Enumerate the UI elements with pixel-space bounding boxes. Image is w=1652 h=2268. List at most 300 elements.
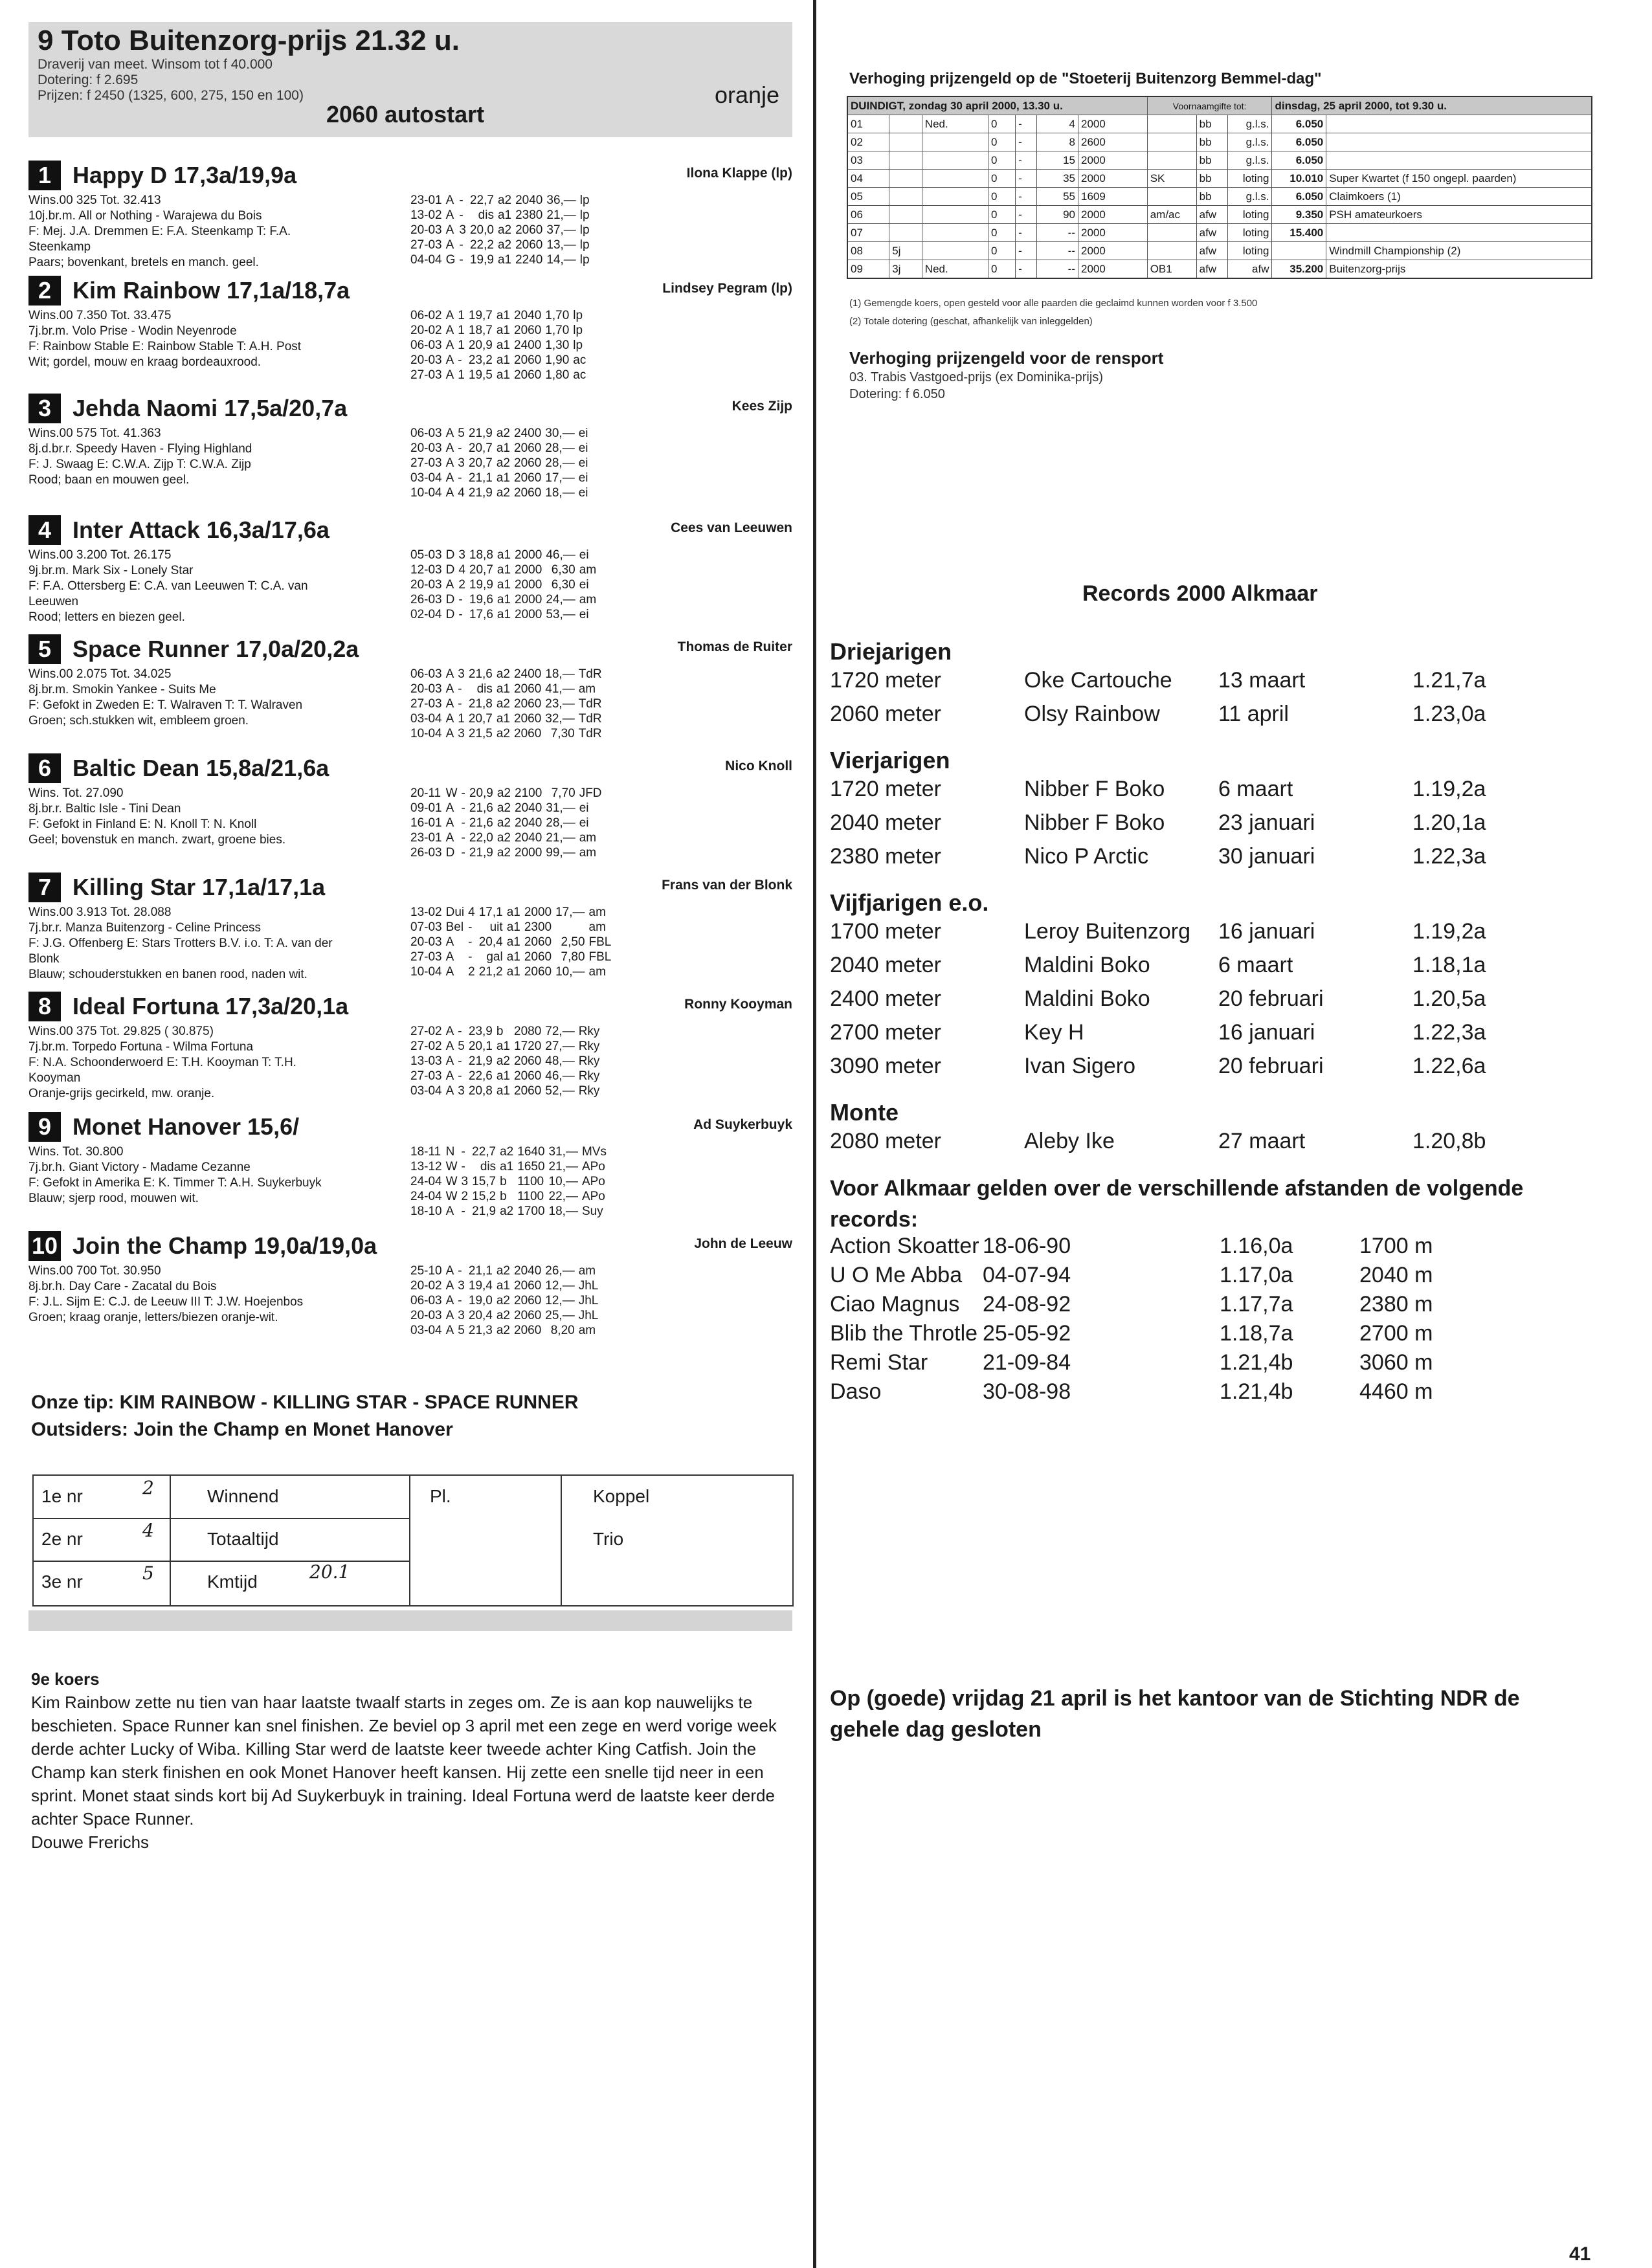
alkmaar-record-row — [830, 1321, 1433, 1350]
alkmaar-record-cell: 1.21,4b — [1220, 1350, 1293, 1375]
performance-cell: APo — [581, 1175, 605, 1188]
performance-cell: 4 — [458, 486, 465, 500]
performance-cell: 21,6 — [469, 816, 493, 830]
performance-cell: ei — [578, 427, 588, 440]
performance-cell: 13-12 — [410, 1160, 442, 1173]
horse-info-line: 8j.br.r. Baltic Isle - Tini Dean — [28, 802, 181, 816]
performance-cell: 2080 — [514, 1025, 542, 1038]
performance-cell: a1 — [506, 965, 520, 979]
prize-cell: 09 — [847, 260, 889, 279]
performance-cell: 10,— — [555, 965, 585, 979]
prize-cell: afw — [1196, 260, 1228, 279]
performance-cell: 2060 — [514, 353, 542, 367]
horse-info-line: Wins.00 2.075 Tot. 34.025 — [28, 667, 172, 681]
performance-cell: 1,70 — [545, 309, 570, 322]
performance-table — [410, 1024, 603, 1098]
horse-info-line: Wins. Tot. 30.800 — [28, 1145, 124, 1159]
performance-cell: 2060 — [514, 1324, 542, 1337]
performance-cell: - — [458, 1264, 462, 1278]
performance-cell: 19,6 — [469, 593, 493, 606]
performance-cell: 2 — [461, 1190, 469, 1203]
performance-cell: 5 — [458, 427, 465, 440]
performance-cell: 2000 — [515, 563, 542, 577]
performance-cell: 2380 — [515, 208, 543, 222]
performance-cell: 2040 — [514, 309, 542, 322]
record-row — [830, 1129, 1486, 1157]
performance-cell: 28,— — [545, 441, 575, 455]
horse-number: 9 — [28, 1112, 61, 1142]
office-closed-notice: Op (goede) vrijdag 21 april is het kantoor van de Stichting NDR de gehele dag gesloten — [830, 1686, 1520, 1742]
performance-cell: 23,2 — [468, 353, 493, 367]
performance-cell: dis — [478, 208, 494, 222]
horse-info-line: Rood; letters en biezen geel. — [28, 610, 185, 624]
performance-cell: 20-03 — [410, 353, 442, 367]
alkmaar-record-row — [830, 1350, 1433, 1379]
horse-info-line: 8j.br.m. Smokin Yankee - Suits Me — [28, 683, 216, 696]
performance-cell: 2 — [468, 965, 475, 979]
performance-cell: 17,6 — [469, 608, 493, 621]
performance-cell: A — [445, 238, 454, 252]
performance-cell: 18-11 — [410, 1145, 441, 1159]
performance-cell: 3 — [458, 1084, 465, 1098]
performance-cell: 12-03 — [410, 563, 442, 577]
performance-cell: A — [445, 801, 454, 815]
performance-cell: 20-03 — [410, 935, 442, 949]
horse-entry — [28, 992, 792, 1121]
race-header — [28, 22, 792, 137]
prize-cell — [1147, 115, 1196, 133]
prize-cell: bb — [1196, 188, 1228, 206]
performance-cell: a1 — [496, 339, 510, 352]
performance-cell: 10-04 — [410, 727, 442, 740]
record-cell: Maldini Boko — [1024, 986, 1150, 1011]
performance-cell: 46,— — [545, 1069, 575, 1083]
alkmaar-record-cell: 25-05-92 — [983, 1321, 1071, 1346]
performance-cell: dis — [476, 682, 493, 696]
performance-row — [410, 1308, 602, 1323]
alkmaar-record-row — [830, 1379, 1433, 1408]
performance-cell: 07-03 — [410, 920, 442, 934]
performance-cell: 2060 — [514, 441, 542, 455]
performance-cell: a2 — [497, 816, 511, 830]
performance-cell: - — [459, 253, 463, 267]
performance-cell: 21,2 — [478, 965, 503, 979]
performance-cell: a2 — [496, 456, 510, 470]
record-cell: Nibber F Boko — [1024, 777, 1165, 801]
prize-cell — [922, 242, 988, 260]
prize-cell: 6.050 — [1272, 115, 1326, 133]
prize-cell: 04 — [847, 170, 889, 188]
kmtijd-label: Kmtijd — [207, 1572, 258, 1592]
performance-cell: A — [445, 1264, 454, 1278]
record-cell: 6 maart — [1218, 777, 1293, 801]
horse-info-line: Wins.00 325 Tot. 32.413 — [28, 194, 161, 207]
performance-cell: 18,7 — [468, 324, 493, 337]
performance-cell: - — [461, 1160, 465, 1173]
prize-cell — [889, 206, 922, 224]
performance-cell: 20,8 — [468, 1084, 493, 1098]
performance-cell: 22,7 — [469, 194, 494, 207]
prize-row — [847, 188, 1592, 206]
performance-row — [410, 1054, 603, 1069]
performance-cell: - — [458, 682, 462, 696]
horse-info — [28, 426, 397, 488]
performance-cell: 2060 — [514, 712, 542, 726]
performance-cell: 2060 — [514, 456, 542, 470]
record-row — [830, 1054, 1486, 1082]
prize-cell: OB1 — [1147, 260, 1196, 279]
horse-name: Happy D 17,3a/19,9a — [73, 162, 297, 188]
performance-cell: 1100 — [517, 1190, 544, 1203]
performance-cell: 2060 — [515, 223, 543, 237]
performance-cell: 22,— — [548, 1190, 578, 1203]
performance-cell: 1100 — [517, 1175, 544, 1188]
performance-cell: 2400 — [514, 339, 542, 352]
prize-cell: 0 — [988, 170, 1016, 188]
performance-cell: 1,70 — [545, 324, 570, 337]
race-dotering: Dotering: f 2.695 — [38, 72, 139, 87]
race-color: oranje — [715, 82, 780, 108]
performance-cell: 13,— — [546, 238, 576, 252]
performance-cell: 2040 — [515, 194, 543, 207]
performance-cell: a1 — [497, 208, 512, 222]
horse-name: Inter Attack 16,3a/17,6a — [73, 517, 329, 543]
horse-number: 4 — [28, 515, 61, 545]
performance-cell: APo — [581, 1160, 605, 1173]
performance-cell: 30,— — [545, 427, 575, 440]
record-cell: 2040 meter — [830, 810, 941, 835]
alkmaar-record-row — [830, 1234, 1433, 1262]
performance-row — [410, 1024, 603, 1039]
performance-cell: 6,30 — [551, 578, 575, 592]
performance-cell: 21,9 — [468, 1054, 493, 1068]
performance-row — [410, 696, 606, 711]
performance-cell: - — [461, 801, 465, 815]
performance-cell: 20,9 — [468, 339, 493, 352]
record-cell: 1.20,8b — [1412, 1129, 1486, 1153]
performance-cell: am — [578, 1264, 596, 1278]
horse-info-line: Groen; sch.stukken wit, embleem groen. — [28, 714, 249, 728]
prize-cell: 55 — [1037, 188, 1078, 206]
record-cell: 16 januari — [1218, 1020, 1315, 1045]
prize-cell: - — [1016, 170, 1037, 188]
record-cell: 1.18,1a — [1412, 953, 1486, 977]
record-cell: 1.22,3a — [1412, 844, 1486, 869]
record-cell: 1.19,2a — [1412, 919, 1486, 944]
record-cell: 2060 meter — [830, 702, 941, 726]
horse-info — [28, 193, 397, 271]
performance-cell: 26,— — [545, 1264, 575, 1278]
record-group-label: Vierjarigen — [830, 747, 950, 773]
prize-cell: bb — [1196, 115, 1228, 133]
performance-cell: 2060 — [524, 950, 552, 964]
record-cell: 30 januari — [1218, 844, 1315, 869]
jockey-name: Ronny Kooyman — [684, 997, 792, 1012]
alkmaar-record-cell: 18-06-90 — [983, 1234, 1071, 1258]
performance-cell: A — [445, 194, 454, 207]
prize-note-2: (2) Totale dotering (geschat, afhankelijk van inleggelden) — [849, 316, 1093, 327]
prize-cell: bb — [1196, 151, 1228, 170]
alkmaar-record-cell: Remi Star — [830, 1350, 928, 1375]
performance-cell: 6,30 — [551, 563, 575, 577]
prize-cell: 6.050 — [1272, 151, 1326, 170]
performance-cell: 1640 — [517, 1145, 545, 1159]
horse-info-line: F: J.L. Sijm E: C.J. de Leeuw III T: J.W. Hoejenbos — [28, 1295, 304, 1309]
alkmaar-record-cell: U O Me Abba — [830, 1263, 963, 1287]
performance-cell: - — [461, 846, 465, 860]
performance-cell: a1 — [500, 1160, 514, 1173]
performance-cell: FBL — [588, 935, 612, 949]
prize-cell: 0 — [988, 151, 1016, 170]
performance-cell: 17,— — [555, 906, 585, 919]
record-group-label: Monte — [830, 1099, 899, 1126]
performance-cell: a2 — [497, 194, 512, 207]
performance-cell: - — [461, 816, 465, 830]
performance-cell: uit — [489, 920, 503, 934]
performance-row — [410, 193, 594, 208]
prize-cell: 10.010 — [1272, 170, 1326, 188]
performance-cell: 4 — [458, 563, 465, 577]
performance-table — [410, 1263, 602, 1338]
prize-cell: 0 — [988, 115, 1016, 133]
performance-cell: ei — [578, 456, 588, 470]
prize-row — [847, 242, 1592, 260]
prize-cell — [922, 151, 988, 170]
performance-cell: - — [458, 1054, 462, 1068]
performance-cell: 3 — [458, 1279, 465, 1293]
performance-cell: 05-03 — [410, 548, 442, 562]
performance-cell: a1 — [496, 1084, 510, 1098]
performance-cell: a2 — [496, 667, 510, 681]
performance-cell: 2060 — [524, 965, 552, 979]
prize-cell: 08 — [847, 242, 889, 260]
record-cell: 2380 meter — [830, 844, 941, 869]
performance-cell: 21,1 — [468, 1264, 493, 1278]
jockey-name: Thomas de Ruiter — [677, 639, 792, 654]
horse-entry — [28, 873, 792, 1002]
horse-info-line: Wit; gordel, mouw en kraag bordeauxrood. — [28, 355, 262, 369]
totaaltijd-label: Totaaltijd — [207, 1529, 279, 1549]
performance-cell: A — [445, 1279, 454, 1293]
prize-cell: 0 — [988, 242, 1016, 260]
prize-cell: - — [1016, 206, 1037, 224]
horse-info-line: Oranje-grijs gecirkeld, mw. oranje. — [28, 1087, 215, 1100]
performance-cell: 12,— — [545, 1294, 575, 1307]
performance-cell: A — [445, 1025, 454, 1038]
performance-cell: - — [458, 1069, 462, 1083]
performance-cell: 19,7 — [468, 309, 493, 322]
record-row — [830, 986, 1486, 1015]
performance-row — [410, 1039, 603, 1054]
horse-entry — [28, 1112, 792, 1241]
performance-cell: - — [468, 920, 473, 934]
prize-cell — [889, 151, 922, 170]
performance-cell: A — [445, 1069, 454, 1083]
performance-cell: 37,— — [546, 223, 576, 237]
performance-cell: 20,7 — [468, 456, 493, 470]
performance-cell: 2040 — [515, 801, 542, 815]
performance-cell: 20,4 — [468, 1309, 493, 1322]
performance-cell: W — [445, 1175, 458, 1188]
performance-cell: 22,6 — [468, 1069, 493, 1083]
record-row — [830, 953, 1486, 981]
performance-cell: b — [500, 1175, 507, 1188]
performance-table — [410, 1144, 610, 1219]
performance-cell: lp — [573, 339, 583, 352]
performance-cell: - — [458, 608, 463, 621]
performance-cell: A — [445, 1084, 454, 1098]
record-cell: Nibber F Boko — [1024, 810, 1165, 835]
performance-cell: a1 — [497, 563, 511, 577]
performance-cell: 10,— — [548, 1175, 578, 1188]
analysis-author: Douwe Frerichs — [31, 1832, 150, 1852]
prize-cell — [1326, 224, 1592, 242]
record-cell: 13 maart — [1218, 668, 1306, 693]
third-place-label: 3e nr — [41, 1572, 83, 1592]
performance-cell: 27-02 — [410, 1025, 442, 1038]
performance-cell: 06-03 — [410, 427, 442, 440]
performance-cell: 20-03 — [410, 1309, 442, 1322]
prize-row — [847, 206, 1592, 224]
performance-cell: JFD — [579, 786, 602, 800]
trio-label: Trio — [593, 1529, 624, 1549]
performance-cell: ei — [579, 801, 589, 815]
performance-cell: A — [445, 697, 454, 711]
horse-name: Monet Hanover 15,6/ — [73, 1113, 300, 1140]
performance-cell: A — [445, 471, 454, 485]
prize-cell — [922, 206, 988, 224]
performance-cell: 27,— — [545, 1040, 575, 1053]
performance-cell: lp — [573, 324, 583, 337]
performance-cell: 1720 — [514, 1040, 542, 1053]
prize-cell: 2000 — [1078, 115, 1148, 133]
performance-cell: 03-04 — [410, 712, 442, 726]
horse-info — [28, 786, 397, 848]
record-cell: Ivan Sigero — [1024, 1054, 1135, 1078]
alkmaar-record-cell: 1700 m — [1359, 1234, 1433, 1258]
gray-bar — [28, 1610, 792, 1631]
performance-cell: 2100 — [515, 786, 542, 800]
performance-cell: a1 — [496, 1040, 510, 1053]
prize-cell: 6.050 — [1272, 133, 1326, 151]
performance-cell: 99,— — [546, 846, 575, 860]
performance-cell: 2040 — [515, 831, 542, 845]
column-divider — [813, 0, 816, 2268]
performance-cell: 3 — [458, 727, 465, 740]
record-row — [830, 777, 1486, 805]
performance-cell: lp — [573, 309, 583, 322]
record-cell: 6 maart — [1218, 953, 1293, 977]
record-cell: Leroy Buitenzorg — [1024, 919, 1191, 944]
record-cell: Maldini Boko — [1024, 953, 1150, 977]
prize-cell: 2600 — [1078, 133, 1148, 151]
performance-row — [410, 830, 606, 845]
performance-cell: a1 — [506, 920, 520, 934]
horse-name: Jehda Naomi 17,5a/20,7a — [73, 395, 348, 421]
horse-info-line: Rood; baan en mouwen geel. — [28, 473, 190, 487]
record-cell: 2080 meter — [830, 1129, 941, 1153]
prize-table-header — [847, 96, 1592, 115]
prize-header-mid: Voornaamgifte tot: — [1147, 96, 1272, 115]
performance-cell: 3 — [458, 456, 465, 470]
performance-cell: 22,7 — [472, 1145, 497, 1159]
performance-cell: 20-03 — [410, 223, 442, 237]
prize-cell: 15.400 — [1272, 224, 1326, 242]
prize-row — [847, 133, 1592, 151]
performance-cell: a2 — [496, 697, 510, 711]
performance-row — [410, 1204, 610, 1219]
performance-cell: A — [445, 353, 454, 367]
performance-cell: 72,— — [545, 1025, 575, 1038]
performance-cell: am — [588, 920, 606, 934]
prize-cell: 9.350 — [1272, 206, 1326, 224]
performance-row — [410, 441, 592, 456]
prize-cell — [889, 224, 922, 242]
horse-number: 6 — [28, 753, 61, 783]
performance-cell: 13-02 — [410, 208, 442, 222]
prize-cell — [922, 188, 988, 206]
horse-info-line: 8j.d.br.r. Speedy Haven - Flying Highland — [28, 442, 252, 456]
performance-cell: a2 — [496, 427, 510, 440]
prize-cell: SK — [1147, 170, 1196, 188]
performance-cell: 28,— — [545, 456, 575, 470]
performance-cell: 20,0 — [469, 223, 494, 237]
rensport-title: Verhoging prijzengeld voor de rensport — [849, 348, 1164, 368]
performance-cell: 20-02 — [410, 1279, 442, 1293]
performance-cell: A — [445, 682, 454, 696]
performance-cell: a1 — [506, 935, 520, 949]
performance-cell: 06-02 — [410, 309, 442, 322]
prize-cell — [922, 224, 988, 242]
performance-cell: 2060 — [514, 697, 542, 711]
prize-table — [847, 96, 1592, 279]
horse-info-line: Wins.00 375 Tot. 29.825 ( 30.875) — [28, 1025, 214, 1038]
performance-cell: 06-03 — [410, 1294, 442, 1307]
jockey-name: Nico Knoll — [725, 759, 792, 773]
kmtijd-hand: 20.1 — [309, 1561, 350, 1583]
horse-info-line: F: Rainbow Stable E: Rainbow Stable T: A.H. Post — [28, 340, 302, 353]
performance-cell: am — [578, 1324, 596, 1337]
performance-row — [410, 577, 600, 592]
alkmaar-record-cell: Daso — [830, 1379, 882, 1404]
performance-cell: 3 — [458, 548, 465, 562]
performance-cell: a1 — [506, 906, 520, 919]
performance-row — [410, 1263, 602, 1278]
horse-info-line: 7j.br.h. Giant Victory - Madame Cezanne — [28, 1161, 251, 1174]
performance-cell: 21,9 — [472, 1205, 497, 1218]
record-cell: 1.21,7a — [1412, 668, 1486, 693]
performance-cell: A — [445, 950, 454, 964]
performance-cell: 20-11 — [410, 786, 441, 800]
horse-name: Join the Champ 19,0a/19,0a — [73, 1232, 377, 1259]
performance-cell: A — [445, 456, 454, 470]
prize-cell: am/ac — [1147, 206, 1196, 224]
record-cell: 2040 meter — [830, 953, 941, 977]
alkmaar-record-cell: Action Skoatter — [830, 1234, 979, 1258]
record-row — [830, 668, 1486, 696]
performance-cell: a1 — [506, 950, 520, 964]
performance-cell: 2060 — [515, 238, 543, 252]
performance-cell: 12,— — [545, 1279, 575, 1293]
performance-cell: 1,80 — [545, 368, 570, 382]
prize-cell: 2000 — [1078, 206, 1148, 224]
record-cell: 16 januari — [1218, 919, 1315, 944]
alkmaar-record-row — [830, 1263, 1433, 1291]
prize-cell: 0 — [988, 260, 1016, 279]
form-rule — [34, 1561, 409, 1562]
prize-cell: -- — [1037, 224, 1078, 242]
performance-table — [410, 786, 606, 860]
